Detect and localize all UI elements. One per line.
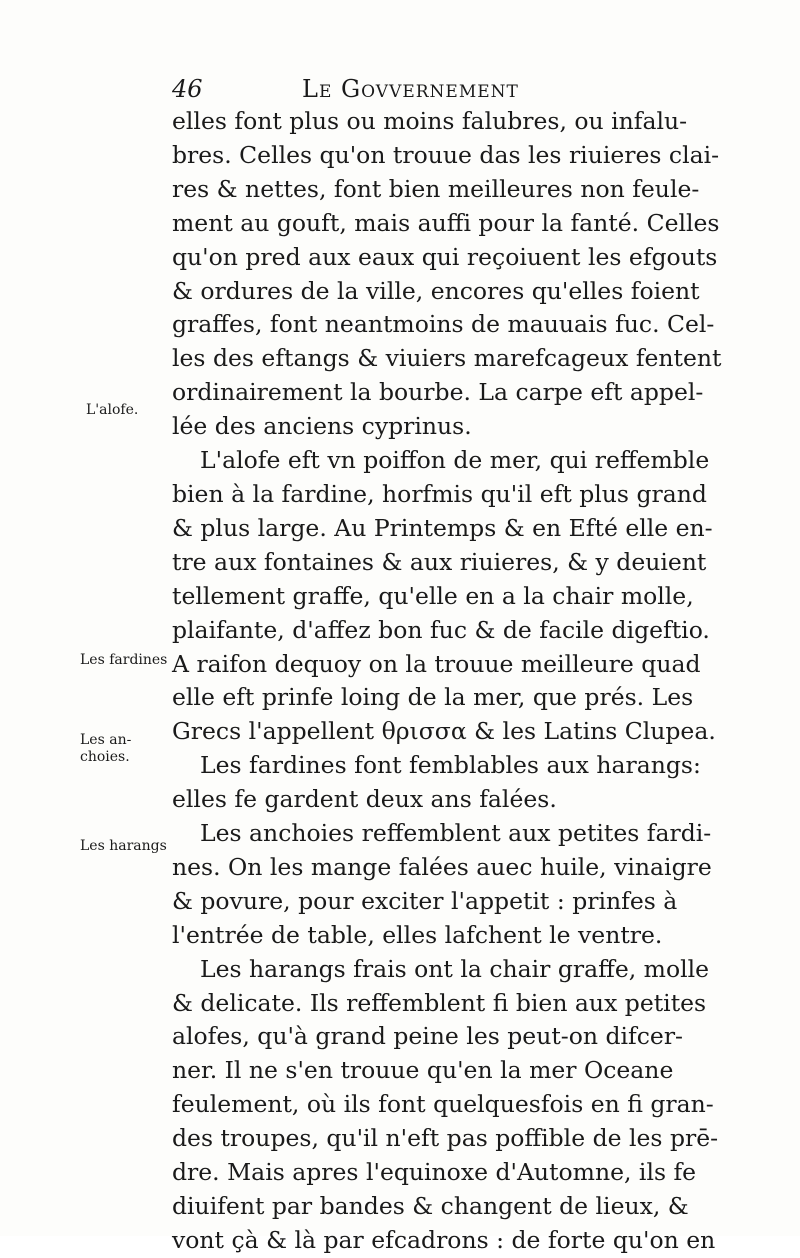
text-line: & povure, pour exciter l'appetit : prinfes à xyxy=(172,886,678,915)
text-line: & plus large. Au Printemps & en Efté elle en- xyxy=(172,513,713,542)
text-line: bien à la fardine, horfmis qu'il eft plus grand xyxy=(172,479,707,508)
text-line: elle eft prinfe loing de la mer, que prés. Les xyxy=(172,683,694,712)
text-line: ment au gouft, mais auffi pour la fanté. Celles xyxy=(172,208,720,237)
text-line: elles fe gardent deux ans falées. xyxy=(172,785,557,814)
text-line: feulement, où ils font quelquesfois en fi gran- xyxy=(172,1090,714,1119)
text-line: alofes, qu'à grand peine les peut-on difcer- xyxy=(172,1022,683,1051)
text-line: & delicate. Ils reffemblent fi bien aux petites xyxy=(172,988,707,1017)
margin-note-sardines: Les fardines xyxy=(80,652,168,668)
text-line: des troupes, qu'il n'eft pas poffible de les prē- xyxy=(172,1124,719,1153)
margin-note-harangs: Les harangs xyxy=(80,838,167,854)
text-line: ordinairement la bourbe. La carpe eft appel- xyxy=(172,378,704,407)
page-header xyxy=(172,72,652,106)
text-line: nes. On les mange falées auec huile, vinaigre xyxy=(172,852,712,881)
text-line: tre aux fontaines & aux riuieres, & y deuient xyxy=(172,547,707,576)
text-line: res & nettes, font bien meilleures non feule- xyxy=(172,174,700,203)
text-line: Les harangs frais ont la chair graffe, molle xyxy=(200,954,710,983)
text-line: A raifon dequoy on la trouue meilleure quad xyxy=(172,649,701,678)
margin-note-anchoies xyxy=(80,732,131,766)
margin-note-line: Les an- xyxy=(80,732,132,748)
text-line: les des eftangs & viuiers marefcageux fentent xyxy=(172,344,722,373)
text-line: elles font plus ou moins falubres, ou infalu- xyxy=(172,107,688,135)
text-line: diuifent par bandes & changent de lieux, & xyxy=(172,1192,689,1220)
text-line: & ordures de la ville, encores qu'elles foient xyxy=(172,276,700,305)
text-line: graffes, font neantmoins de mauuais fuc. Cel- xyxy=(172,310,715,339)
text-line: Les fardines font femblables aux harangs: xyxy=(200,751,701,780)
page-number: 46 xyxy=(172,75,203,103)
text-line: tellement graffe, qu'elle en a la chair molle, xyxy=(172,581,694,610)
text-line: plaifante, d'affez bon fuc & de facile digeftio. xyxy=(172,615,710,644)
text-line: ner. Il ne s'en trouue qu'en la mer Oceane xyxy=(172,1056,674,1085)
margin-note-line: choies. xyxy=(80,749,130,765)
text-line: l'entrée de table, elles lafchent le ventre. xyxy=(172,920,663,949)
text-line: Grecs l'appellent θρισσα & les Latins Clupea. xyxy=(172,717,716,746)
body-text xyxy=(172,105,722,1258)
text-line: Les anchoies reffemblent aux petites fardi- xyxy=(200,819,712,848)
margin-note-alose: L'alofe. xyxy=(86,402,139,418)
text-line: bres. Celles qu'on trouue das les riuieres clai- xyxy=(172,140,720,169)
text-line: vont çà & là par efcadrons : de forte qu'on en xyxy=(172,1225,716,1254)
text-line: qu'on pred aux eaux qui reçoiuent les efgouts xyxy=(172,242,718,271)
text-line: lée des anciens cyprinus. xyxy=(172,412,472,441)
text-line: L'alofe eft vn poiffon de mer, qui reffemble xyxy=(200,446,710,475)
text-line: dre. Mais apres l'equinoxe d'Automne, ils fe xyxy=(172,1158,697,1187)
running-head: Le Govvernement xyxy=(302,75,519,103)
